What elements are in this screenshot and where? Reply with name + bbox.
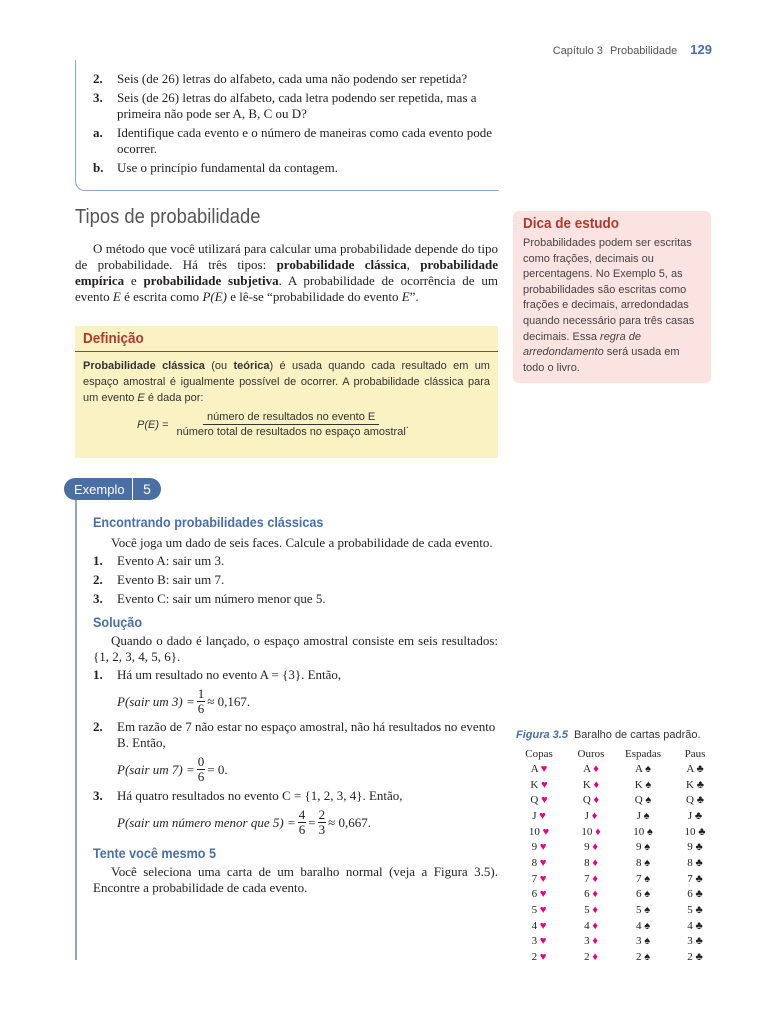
- card-rank: 10: [633, 825, 647, 838]
- suit-icon: ♠: [645, 794, 652, 807]
- definition-box: [75, 326, 498, 458]
- card-cell: [565, 902, 617, 918]
- card-cell: [565, 918, 617, 934]
- card-cell: [669, 934, 721, 950]
- card-rank: 5: [584, 904, 593, 917]
- card-rank: 5: [531, 904, 540, 917]
- card-cell: [565, 792, 617, 808]
- suit-icon: ♦: [593, 762, 599, 775]
- card-rank: 3: [635, 935, 645, 948]
- table-row: [513, 934, 721, 950]
- table-row: [513, 792, 721, 808]
- suit-icon: ♣: [695, 872, 703, 885]
- card-cell: [617, 777, 669, 793]
- suit-icon: ♦: [592, 888, 598, 901]
- suit-icon: ♥: [539, 935, 547, 948]
- suit-icon: ♠: [644, 919, 651, 932]
- card-cell: [565, 761, 617, 777]
- suit-icon: ♣: [695, 935, 703, 948]
- card-cell: [513, 887, 565, 903]
- card-rank: A: [583, 762, 594, 775]
- suit-icon: ♣: [698, 825, 706, 838]
- card-rank: 4: [584, 919, 593, 932]
- study-tip-text: Probabilidades podem ser escritas como frações, decimais ou percentagens. No Exemplo 5, as probabilidades são escritas como frações e decimais, arredondadas quando necessário para três casas decimais. Essa regra de arredondamento será usada em todo o livro.: [523, 237, 695, 374]
- card-rank: J: [687, 809, 695, 822]
- table-row: [513, 839, 721, 855]
- card-rank: Q: [686, 794, 697, 807]
- suit-icon: ♣: [695, 951, 703, 964]
- card-rank: 3: [687, 935, 696, 948]
- table-row: [513, 887, 721, 903]
- card-rank: 7: [635, 872, 645, 885]
- suit-icon: ♠: [644, 904, 651, 917]
- card-cell: [513, 777, 565, 793]
- card-cell: [617, 808, 669, 824]
- card-cell: [617, 839, 669, 855]
- card-rank: 6: [687, 888, 696, 901]
- card-rank: J: [636, 809, 644, 822]
- table-row: [513, 808, 721, 824]
- suit-icon: ♦: [592, 904, 598, 917]
- card-rank: Q: [530, 794, 542, 807]
- card-rank: K: [582, 778, 594, 791]
- example-badge: Exemplo 5: [64, 478, 161, 500]
- card-cell: [513, 934, 565, 950]
- list-item: a. Identifique cada evento e o número de maneiras como cada evento pode ocorrer.: [93, 125, 493, 156]
- definition-text: Probabilidade clássica (ou teórica) é usada quando cada resultado em um espaço amostral é igualmente possível de ocorrer. A probabilidade clássica para um evento E é dada por:: [83, 360, 490, 404]
- suit-icon: ♥: [541, 794, 548, 807]
- card-cell: [617, 792, 669, 808]
- solution-1-equation: P(sair um 3) = $\frac{1}{6}$ ≈ 0,167.: [117, 686, 251, 716]
- definition-divider: [75, 351, 498, 352]
- suit-icon: ♥: [539, 888, 547, 901]
- table-row: [513, 918, 721, 934]
- table-row: [513, 761, 721, 777]
- card-rank: 8: [584, 856, 593, 869]
- list-item: 2. Evento B: sair um 7.: [93, 572, 225, 587]
- card-rank: Q: [582, 794, 594, 807]
- card-rank: 5: [635, 904, 645, 917]
- card-cell: [669, 824, 721, 840]
- card-cell: [669, 871, 721, 887]
- list-item: 2. Seis (de 26) letras do alfabeto, cada uma não podendo ser repetida?: [93, 71, 468, 86]
- suit-icon: ♠: [645, 778, 652, 791]
- try-it-text: Você seleciona uma carta de um baralho normal (veja a Figura 3.5). Encontre a probabilidade de cada evento.: [93, 864, 498, 895]
- card-rank: 8: [531, 856, 540, 869]
- list-item: 3. Seis (de 26) letras do alfabeto, cada letra podendo ser repetida, mas a primeira não pode ser A, B, C ou D?: [93, 90, 477, 121]
- running-header: [553, 42, 712, 57]
- table-row: [513, 777, 721, 793]
- solution-3-equation: P(sair um número menor que 5) = $\frac{4}{6}$ = $\frac{2}{3}$ ≈ 0,667.: [117, 807, 371, 837]
- suit-icon: ♠: [644, 888, 651, 901]
- suit-icon: ♣: [695, 919, 703, 932]
- table-row: [513, 871, 721, 887]
- suit-icon: ♠: [644, 872, 651, 885]
- card-rank: K: [634, 778, 646, 791]
- continued-exercise-list: [93, 71, 498, 179]
- card-cell: [669, 808, 721, 824]
- example-events-list: [93, 553, 498, 607]
- card-rank: 10: [528, 825, 543, 838]
- page-number: 129: [690, 42, 712, 57]
- card-rank: 3: [531, 935, 540, 948]
- card-cell: [513, 871, 565, 887]
- suit-icon: ♥: [539, 951, 547, 964]
- card-rank: 10: [684, 825, 699, 838]
- card-rank: 4: [635, 919, 645, 932]
- suit-icon: ♥: [539, 841, 547, 854]
- figure-caption: Figura 3.5 Baralho de cartas padrão.: [516, 729, 701, 741]
- card-cell: [669, 902, 721, 918]
- study-tip-title: Dica de estudo: [523, 215, 620, 232]
- suit-icon: ♦: [592, 951, 598, 964]
- card-rank: 2: [687, 951, 696, 964]
- suit-icon: ♦: [593, 794, 600, 807]
- card-rank: 6: [635, 888, 645, 901]
- card-rank: K: [530, 778, 542, 791]
- card-rank: J: [584, 809, 592, 822]
- study-tip-box: [513, 211, 711, 383]
- card-rank: 7: [531, 872, 540, 885]
- suit-icon: ♥: [539, 856, 547, 869]
- card-rank: 2: [635, 951, 645, 964]
- suit-icon: ♦: [592, 841, 598, 854]
- card-cell: [617, 949, 669, 965]
- list-item: 3. Há quatro resultados no evento C = {1, 2, 3, 4}. Então, P(sair um número menor que 5) = $\frac{4}{6}$ = $\frac{2}{3}$ ≈ 0,667.: [93, 788, 498, 837]
- card-cell: [617, 855, 669, 871]
- card-cell: [617, 887, 669, 903]
- suit-icon: ♠: [645, 762, 651, 775]
- suit-icon: ♣: [696, 794, 704, 807]
- card-rank: K: [686, 778, 697, 791]
- card-cell: [565, 887, 617, 903]
- formula-fraction: número de resultados no evento E número total de resultados no espaço amostral: [176, 411, 406, 438]
- list-item: 3. Evento C: sair um número menor que 5.: [93, 591, 326, 606]
- card-cell: [513, 918, 565, 934]
- card-cell: [513, 949, 565, 965]
- card-rank: 9: [584, 841, 593, 854]
- card-rank: A: [686, 762, 697, 775]
- example-intro: Você joga um dado de seis faces. Calcule a probabilidade de cada evento.: [111, 535, 493, 550]
- card-cell: [565, 808, 617, 824]
- example-side-rule: [75, 500, 77, 960]
- suit-icon: ♣: [695, 841, 703, 854]
- card-cell: [617, 761, 669, 777]
- card-cell: [513, 761, 565, 777]
- card-cell: [669, 855, 721, 871]
- suit-icon: ♥: [541, 778, 548, 791]
- card-cell: [565, 855, 617, 871]
- card-rank: 6: [584, 888, 593, 901]
- example-title: Encontrando probabilidades clássicas: [93, 514, 324, 530]
- card-cell: [617, 902, 669, 918]
- card-cell: [513, 824, 565, 840]
- card-cell: [669, 887, 721, 903]
- card-cell: [617, 824, 669, 840]
- card-rank: 9: [635, 841, 645, 854]
- suit-header: Ouros: [577, 748, 605, 760]
- card-cell: [513, 855, 565, 871]
- card-cell: [565, 777, 617, 793]
- table-row: [513, 855, 721, 871]
- card-rank: J: [532, 809, 540, 822]
- classical-probability-formula: P(E) = número de resultados no evento E número total de resultados no espaço amostral .: [137, 411, 409, 438]
- suit-icon: ♥: [539, 872, 547, 885]
- suit-icon: ♥: [542, 825, 550, 838]
- card-cell: [669, 949, 721, 965]
- suit-icon: ♠: [644, 951, 651, 964]
- card-rank: A: [635, 762, 646, 775]
- card-rank: 2: [531, 951, 540, 964]
- card-rank: 8: [635, 856, 645, 869]
- suit-icon: ♦: [591, 809, 598, 822]
- section-label: Probabilidade: [609, 45, 678, 57]
- list-item: 1. Há um resultado no evento A = {3}. Então, P(sair um 3) = $\frac{1}{6}$ ≈ 0,167.: [93, 667, 498, 716]
- suit-icon: ♦: [593, 778, 600, 791]
- suit-icon: ♦: [595, 825, 601, 838]
- list-item: 2. Em razão de 7 não estar no espaço amostral, não há resultados no evento B. Então, P(sair um 7) = $\frac{0}{6}$ = 0.: [93, 719, 498, 784]
- solution-intro: Quando o dado é lançado, o espaço amostral consiste em seis resultados: {1, 2, 3, 4, 5, 6}.: [93, 633, 498, 664]
- suit-icon: ♥: [539, 919, 547, 932]
- try-it-title: Tente você mesmo 5: [93, 845, 217, 861]
- card-rank: 4: [531, 919, 540, 932]
- section-intro: O método que você utilizará para calcular uma probabilidade depende do tipo de probabilidade. Há três tipos: probabilidade clássica, probabilidade empírica e probabilidade subjetiva. A probabilidade de ocorrência de um evento E é escrita como P(E) e lê-se “probabilidade do evento E”.: [75, 241, 498, 304]
- suit-header: Espadas: [624, 748, 662, 760]
- list-item: 1. Evento A: sair um 3.: [93, 553, 225, 568]
- card-rank: 10: [581, 825, 596, 838]
- card-rank: A: [530, 762, 541, 775]
- card-cell: [617, 871, 669, 887]
- suit-icon: ♠: [643, 809, 650, 822]
- suit-icon: ♣: [695, 904, 703, 917]
- solution-title: Solução: [93, 614, 143, 630]
- card-rank: 5: [687, 904, 696, 917]
- card-cell: [513, 839, 565, 855]
- example-content: [93, 514, 498, 896]
- card-cell: [617, 934, 669, 950]
- section-title: Tipos de probabilidade: [75, 206, 261, 228]
- card-rank: 2: [584, 951, 593, 964]
- card-rank: 9: [687, 841, 696, 854]
- card-rank: Q: [634, 794, 646, 807]
- card-cell: [669, 777, 721, 793]
- card-cell: [565, 934, 617, 950]
- suit-icon: ♣: [696, 778, 704, 791]
- chapter-label: Capítulo 3: [552, 45, 603, 57]
- card-cell: [669, 761, 721, 777]
- suit-icon: ♥: [539, 809, 546, 822]
- card-rank: 9: [531, 841, 540, 854]
- card-cell: [617, 918, 669, 934]
- definition-title: Definição: [83, 330, 144, 347]
- solution-2-equation: P(sair um 7) = $\frac{0}{6}$ = 0.: [117, 754, 228, 784]
- suit-icon: ♣: [695, 856, 703, 869]
- suit-icon: ♣: [696, 762, 704, 775]
- suit-icon: ♥: [540, 762, 548, 775]
- card-deck-table: [513, 747, 721, 965]
- suit-icon: ♦: [592, 935, 598, 948]
- table-row: [513, 824, 721, 840]
- suit-icon: ♦: [592, 872, 598, 885]
- suit-icon: ♣: [694, 809, 703, 822]
- card-cell: [565, 839, 617, 855]
- card-rank: 7: [584, 872, 593, 885]
- suit-header: Copas: [525, 748, 553, 760]
- card-cell: [669, 839, 721, 855]
- suit-icon: ♦: [592, 856, 598, 869]
- card-rank: 4: [687, 919, 696, 932]
- card-deck-figure: [513, 747, 721, 965]
- suit-header: Paus: [684, 748, 706, 760]
- card-cell: [669, 918, 721, 934]
- suit-icon: ♦: [592, 919, 598, 932]
- suit-icon: ♣: [695, 888, 703, 901]
- card-cell: [669, 792, 721, 808]
- card-cell: [565, 949, 617, 965]
- card-rank: 6: [531, 888, 540, 901]
- suit-icon: ♠: [646, 825, 653, 838]
- table-row: [513, 902, 721, 918]
- suit-icon: ♠: [644, 841, 651, 854]
- table-row: [513, 949, 721, 965]
- card-cell: [513, 792, 565, 808]
- card-cell: [513, 902, 565, 918]
- card-cell: [565, 871, 617, 887]
- solution-list: [93, 667, 498, 837]
- card-cell: [565, 824, 617, 840]
- list-item: b. Use o princípio fundamental da contagem.: [93, 160, 338, 175]
- card-rank: 7: [687, 872, 696, 885]
- suit-icon: ♥: [539, 904, 547, 917]
- card-rank: 3: [584, 935, 593, 948]
- card-rank: 8: [687, 856, 696, 869]
- suit-icon: ♠: [644, 935, 651, 948]
- card-cell: [513, 808, 565, 824]
- suit-icon: ♠: [644, 856, 651, 869]
